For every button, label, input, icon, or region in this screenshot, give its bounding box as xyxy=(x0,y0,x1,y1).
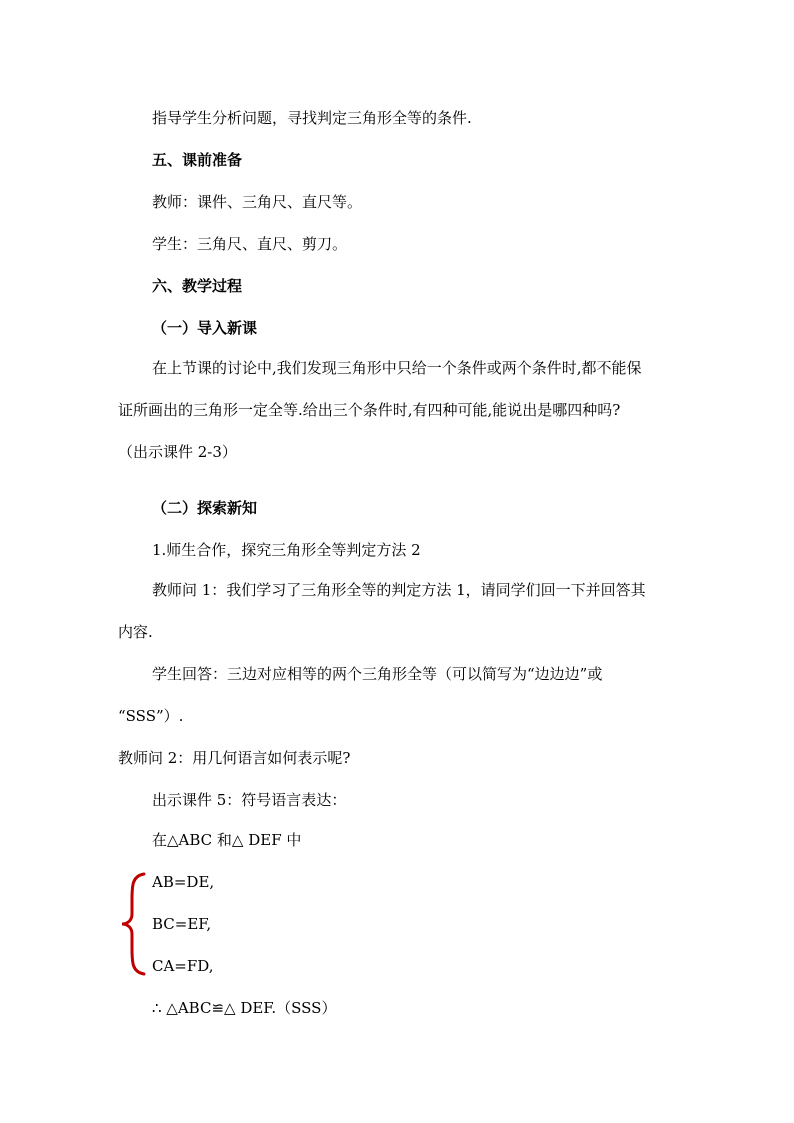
condition-line: BC=EF, xyxy=(152,915,212,933)
text-line: 1.师生合作，探究三角形全等判定方法 2 xyxy=(152,541,421,559)
paragraph-line: 学生回答：三边对应相等的两个三角形全等（可以简写为“边边边”或 xyxy=(152,665,603,683)
condition-line: CA=FD, xyxy=(152,957,214,975)
subsection-heading: （一）导入新课 xyxy=(152,319,258,337)
paragraph-line: 内容. xyxy=(118,623,153,641)
conclusion-line: ∴ △ABC≌△ DEF.（SSS） xyxy=(152,999,337,1017)
condition-line: AB=DE, xyxy=(152,873,215,891)
text-line: 指导学生分析问题，寻找判定三角形全等的条件. xyxy=(152,109,472,127)
brace-icon xyxy=(118,872,150,976)
paragraph-line: “SSS”）. xyxy=(118,707,184,725)
paragraph-line: 在上节课的讨论中,我们发现三角形中只给一个条件或两个条件时,都不能保 xyxy=(152,359,642,377)
section-heading: 六、教学过程 xyxy=(152,277,243,295)
paragraph-line: （出示课件 2-3） xyxy=(118,443,237,461)
paragraph-line: 教师问 1：我们学习了三角形全等的判定方法 1，请同学们回一下并回答其 xyxy=(152,581,646,599)
text-line: 在△ABC 和△ DEF 中 xyxy=(152,831,302,849)
text-line: 学生：三角尺、直尺、剪刀。 xyxy=(152,235,348,253)
text-line: 教师问 2：用几何语言如何表示呢? xyxy=(118,749,351,767)
text-line: 教师：课件、三角尺、直尺等。 xyxy=(152,193,363,211)
text-line: 出示课件 5：符号语言表达： xyxy=(152,791,347,809)
section-heading: 五、课前准备 xyxy=(152,151,243,169)
paragraph-line: 证所画出的三角形一定全等.给出三个条件时,有四种可能,能说出是哪四种吗? xyxy=(118,401,621,419)
subsection-heading: （二）探索新知 xyxy=(152,499,258,517)
